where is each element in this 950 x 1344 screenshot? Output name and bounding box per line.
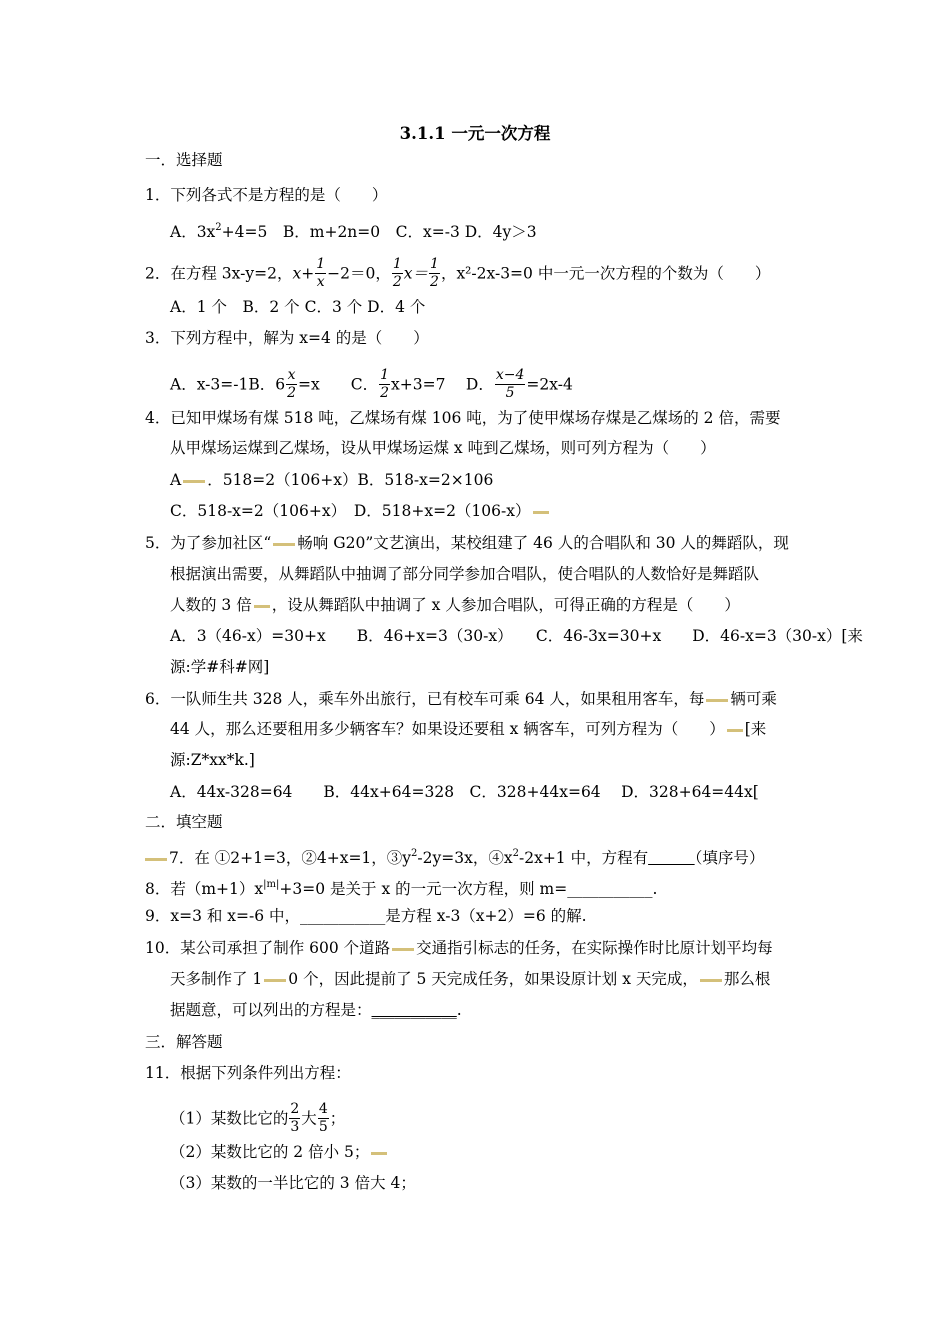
text: 5．为了参加社区“ (145, 534, 272, 552)
question-5-line-1 (145, 533, 789, 553)
question-11-item-1 (170, 1102, 345, 1137)
superscript: 2 (512, 848, 519, 859)
question-5-line-2: 根据演出需要，从舞蹈队中抽调了部分同学参加合唱队，使合唱队的人数恰好是舞蹈队 (170, 565, 760, 583)
question-10-line-2 (170, 969, 770, 989)
fraction (289, 1101, 300, 1136)
text: [来 (744, 720, 767, 738)
text: C．518-x=2（106+x） D．518+x=2（106-x） (170, 502, 531, 520)
question-4-line-3 (170, 470, 493, 490)
text: 那么根 (723, 970, 771, 988)
text: ，设从舞蹈队中抽调了 x 人参加合唱队，可得正确的方程是（ ） (271, 596, 740, 614)
numerator: 1 (392, 256, 402, 272)
numerator: 1 (316, 256, 326, 272)
numerator: 1 (380, 367, 390, 383)
question-3-stem: 3．下列方程中，解为 x=4 的是（ ） (145, 329, 429, 347)
denominator: 2 (287, 385, 297, 401)
highlight-mark (254, 605, 270, 608)
question-6-source: 源:Z*xx*k.] (170, 751, 255, 769)
text: ，x²-2x-3=0 中一元一次方程的个数为（ ） (440, 264, 771, 283)
question-6-line-2 (170, 719, 766, 739)
question-2-stem (145, 257, 770, 292)
page-title: 3.1.1 一元一次方程 (399, 124, 551, 143)
question-10-line-3 (170, 1000, 462, 1020)
denominator: 2 (380, 385, 390, 401)
text: （1）某数比它的 (170, 1109, 289, 1128)
text: x+ (292, 264, 315, 283)
denominator: 3 (290, 1119, 300, 1135)
highlight-mark (706, 699, 728, 702)
highlight-mark (700, 979, 722, 982)
question-4-line-1: 4．已知甲煤场有煤 518 吨，乙煤场有煤 106 吨，为了使甲煤场存煤是乙煤场的 2 倍，需要 (145, 409, 781, 427)
question-10-line-1 (145, 938, 773, 958)
question-11-item-3: （3）某数的一半比它的 3 倍大 4； (170, 1174, 416, 1192)
denominator: 5 (495, 384, 526, 402)
text: ．518=2（106+x）B．518-x=2×106 (207, 471, 494, 489)
highlight-mark (727, 729, 743, 732)
denominator: x (316, 274, 325, 290)
text: x+3=7 D． (391, 375, 494, 394)
section-heading-answer: 三．解答题 (145, 1033, 223, 1051)
question-2-options: A．1 个 B．2 个 C．3 个 D．4 个 (170, 298, 426, 316)
question-3-options (170, 368, 573, 403)
text: 10．某公司承担了制作 600 个道路 (145, 939, 391, 957)
fraction (286, 367, 297, 402)
denominator: 2 (392, 274, 402, 290)
section-heading-fill: 二．填空题 (145, 813, 223, 831)
text: 据题意，可以列出的方程是： (170, 1001, 372, 1019)
text: 大 (301, 1109, 317, 1128)
answer-blank: ___________ (371, 1001, 457, 1019)
superscript: |m| (263, 879, 280, 890)
text: 畅响 G20”文艺演出，某校组建了 46 人的合唱队和 30 人的舞蹈队，现 (297, 534, 789, 552)
question-8 (145, 875, 657, 899)
text: 2．在方程 3x-y=2， (145, 264, 293, 283)
superscript: 2 (411, 848, 418, 859)
highlight-mark (273, 543, 295, 546)
numerator: x−4 (495, 367, 525, 383)
fraction (379, 367, 390, 402)
text: . (456, 1001, 462, 1019)
text: 交通指引标志的任务，在实际操作时比原计划平均每 (416, 939, 773, 957)
highlight-mark (371, 1152, 387, 1155)
numerator: 4 (318, 1101, 328, 1117)
question-9: 9．x=3 和 x=-6 中，___________是方程 x-3（x+2）=6 的解. (145, 907, 587, 925)
text: 辆可乘 (730, 690, 777, 708)
numerator: x (287, 367, 296, 383)
text: 6．一队师生共 328 人，乘车外出旅行，已有校车可乘 64 人，如果租用客车，每 (145, 690, 705, 708)
denominator: 5 (318, 1119, 328, 1135)
text: A (170, 471, 182, 489)
highlight-mark (145, 858, 167, 861)
text: =2x-4 (526, 375, 573, 394)
text: 人数的 3 倍 (170, 596, 252, 614)
answer-blank (648, 849, 695, 867)
fraction (495, 367, 526, 402)
text: A．x-3=-1B．6 (170, 375, 286, 394)
fraction (429, 256, 440, 291)
text: +3=0 是关于 x 的一元一次方程，则 m=___________. (279, 880, 658, 898)
text: 44 人，那么还要租用多少辆客车？如果设还要租 x 辆客车，可列方程为（ ） (170, 720, 725, 738)
question-4-line-2: 从甲煤场运煤到乙煤场，设从甲煤场运煤 x 吨到乙煤场，则可列方程为（ ） (170, 439, 716, 457)
question-11-stem: 11．根据下列条件列出方程： (145, 1064, 351, 1082)
text: 8．若（m+1）x (145, 880, 264, 898)
highlight-mark (533, 511, 549, 514)
superscript: 2 (215, 222, 222, 233)
highlight-mark (392, 948, 414, 951)
question-6-line-1 (145, 689, 777, 709)
text: 0 个，因此提前了 5 天完成任务，如果设原计划 x 天完成， (288, 970, 698, 988)
numerator: 1 (430, 256, 439, 272)
highlight-mark (183, 480, 205, 483)
text: 天多制作了 1 (170, 970, 263, 988)
text: −2＝0， (327, 264, 391, 283)
fraction (318, 1101, 329, 1136)
question-4-line-4 (170, 501, 551, 521)
question-1-options: A．$3x^2+4=5$ B．m+2n=0 C．x=-3 D．4y＞3 (170, 222, 537, 241)
highlight-mark (264, 979, 286, 982)
question-6-options: A．44x-328=64 B．44x+64=328 C．328+44x=64 D．328+64=44x[ (170, 783, 759, 801)
text: ； (329, 1109, 346, 1128)
denominator: 2 (430, 274, 439, 290)
question-7: 7．在 ①2+1=3，②4+x=1，$③y^2-2y=3x$，$④x^2-2x+1$ 中，方程有 （填序号） (145, 844, 764, 868)
section-heading-choice: 一．选择题 (145, 151, 223, 169)
text: =x C． (298, 375, 379, 394)
fraction (315, 256, 326, 291)
question-5-line-3 (170, 595, 740, 615)
question-1-stem: 1．下列各式不是方程的是（ ） (145, 186, 388, 204)
question-5-options: A．3（46-x）=30+x B．46+x=3（30-x） C．46-3x=30+x D．46-x=3（30-x）[来 (170, 627, 863, 645)
question-11-item-2 (170, 1142, 389, 1162)
fraction (392, 256, 403, 291)
numerator: 2 (290, 1101, 300, 1117)
text: x＝ (403, 264, 429, 283)
question-5-source: 源:学#科#网] (170, 658, 270, 676)
text: （2）某数比它的 2 倍小 5； (170, 1143, 370, 1161)
